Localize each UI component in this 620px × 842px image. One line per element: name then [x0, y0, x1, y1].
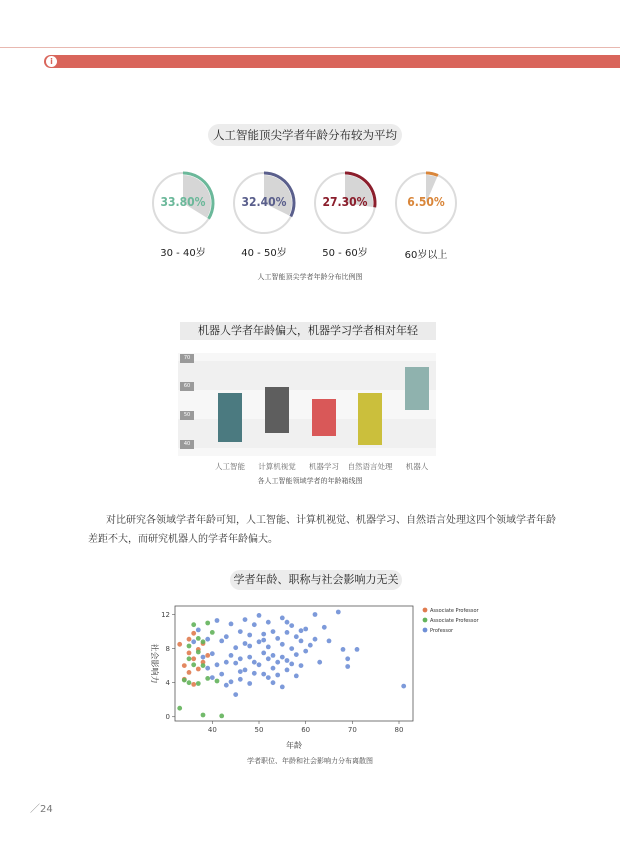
x-category-label: 人工智能	[215, 462, 245, 471]
scatter-point	[205, 653, 210, 658]
scatter-point	[275, 673, 280, 678]
scatter-point	[271, 666, 276, 671]
x-category-label: 计算机视觉	[258, 462, 296, 471]
scatter-point	[201, 663, 206, 668]
header-rule	[0, 47, 620, 48]
scatter-point	[247, 681, 252, 686]
scatter-point	[261, 672, 266, 677]
x-category-label: 自然语言处理	[347, 462, 393, 471]
scatter-point	[280, 655, 285, 660]
scatter-point	[257, 613, 262, 618]
scatter-point	[247, 644, 252, 649]
range-bar	[218, 393, 242, 442]
scatter-point	[187, 644, 192, 649]
page-number-value: 24	[40, 804, 53, 815]
scatter-point	[191, 662, 196, 667]
scatter-point	[233, 692, 238, 697]
scatter-point	[205, 621, 210, 626]
scatter-point	[355, 647, 360, 652]
scatter-point	[280, 685, 285, 690]
y-tick-label: 50	[180, 411, 194, 420]
section2-caption: 各人工智能领域学者的年龄箱线图	[257, 477, 363, 485]
scatter-point	[289, 646, 294, 651]
legend-label: Professor	[430, 628, 454, 634]
scatter-point	[401, 684, 406, 689]
scatter-point	[327, 639, 332, 644]
y-tick-label: 12	[161, 611, 170, 620]
y-axis-label: 社会影响力	[150, 643, 159, 684]
donut-percentage: 33.80%	[160, 195, 206, 209]
scatter-point	[243, 641, 248, 646]
scatter-point	[294, 652, 299, 657]
scatter-point	[247, 633, 252, 638]
y-tick-label: 4	[165, 679, 170, 688]
range-bar	[265, 387, 289, 433]
scatter-point	[345, 664, 350, 669]
age-range-chart	[178, 353, 436, 456]
scatter-point	[341, 647, 346, 652]
scatter-point	[308, 643, 313, 648]
range-bar	[312, 399, 336, 436]
donut-age-label: 30 - 40岁	[160, 248, 206, 259]
scatter-point	[201, 713, 206, 718]
y-tick-label: 0	[165, 713, 170, 722]
body-paragraph: 对比研究各领域学者年龄可知，人工智能、计算机视觉、机器学习、自然语言处理这四个领域学者年龄差距不大，而研究机器人的学者年龄偏大。	[88, 515, 556, 545]
scatter-point	[201, 655, 206, 660]
scatter-point	[252, 622, 257, 627]
scatter-point	[187, 680, 192, 685]
scatter-point	[294, 674, 299, 679]
scatter-point	[182, 678, 187, 683]
scatter-point	[205, 637, 210, 642]
scatter-point	[210, 675, 215, 680]
scatter-point	[219, 672, 224, 677]
scatter-point	[299, 639, 304, 644]
scatter-point	[280, 616, 285, 621]
scatter-point	[187, 651, 192, 656]
scatter-point	[275, 636, 280, 641]
scatter-point	[224, 634, 229, 639]
scatter-point	[317, 660, 322, 665]
x-category-label: 机器学习	[309, 462, 339, 471]
plot-band	[178, 419, 436, 448]
scatter-point	[261, 632, 266, 637]
range-bar	[405, 367, 429, 410]
legend-marker	[423, 618, 428, 623]
scatter-point	[191, 631, 196, 636]
scatter-point	[205, 676, 210, 681]
scatter-point	[303, 649, 308, 654]
plot-band	[178, 361, 436, 390]
scatter-point	[303, 627, 308, 632]
scatter-point	[266, 675, 271, 680]
scatter-point	[285, 630, 290, 635]
scatter-point	[271, 629, 276, 634]
x-tick-label: 80	[394, 726, 404, 734]
x-tick-label: 70	[347, 726, 357, 734]
x-tick-label: 50	[254, 726, 264, 734]
donut-percentage: 27.30%	[322, 195, 368, 209]
legend-marker	[423, 628, 428, 633]
section1-title: 人工智能顶尖学者年龄分布较为平均	[208, 124, 402, 146]
scatter-point	[275, 660, 280, 665]
section3-caption: 学者职位、年龄和社会影响力分布离散图	[247, 757, 373, 765]
scatter-point	[294, 634, 299, 639]
scatter-point	[299, 663, 304, 668]
scatter-point	[196, 667, 201, 672]
scatter-point	[252, 671, 257, 676]
scatter-point	[196, 628, 201, 633]
scatter-point	[266, 620, 271, 625]
chapter-banner	[44, 55, 620, 68]
section2-title: 机器人学者年龄偏大，机器学习学者相对年轻	[180, 322, 436, 340]
scatter-point	[238, 656, 243, 661]
scatter-point	[191, 639, 196, 644]
scatter-point	[233, 661, 238, 666]
info-icon: i	[46, 56, 57, 67]
scatter-point	[191, 622, 196, 627]
y-tick-label: 40	[180, 440, 194, 449]
scatter-point	[201, 639, 206, 644]
range-bar	[358, 393, 382, 445]
scatter-point	[191, 682, 196, 687]
donut-percentage: 6.50%	[407, 195, 445, 209]
scatter-point	[285, 658, 290, 663]
scatter-point	[224, 660, 229, 665]
scatter-point	[229, 653, 234, 658]
scatter-point	[215, 662, 220, 667]
y-tick-label: 8	[165, 645, 170, 654]
scatter-point	[313, 612, 318, 617]
scatter-point	[243, 668, 248, 673]
scatter-point	[252, 660, 257, 665]
scatter-point	[229, 622, 234, 627]
scatter-point	[238, 669, 243, 674]
scatter-point	[271, 653, 276, 658]
scatter-point	[313, 637, 318, 642]
page-number	[30, 800, 53, 815]
y-tick-label: 60	[180, 382, 194, 391]
scatter-point	[224, 683, 229, 688]
scatter-point	[229, 679, 234, 684]
scatter-point	[271, 680, 276, 685]
age-influence-scatter	[130, 598, 479, 773]
scatter-point	[257, 639, 262, 644]
scatter-point	[219, 639, 224, 644]
scatter-point	[285, 668, 290, 673]
scatter-point	[261, 638, 266, 643]
scatter-point	[177, 706, 182, 711]
scatter-point	[257, 662, 262, 667]
scatter-point	[196, 636, 201, 641]
scatter-point	[215, 679, 220, 684]
legend-label: Associate Professor	[430, 618, 479, 624]
x-tick-label: 40	[207, 726, 217, 734]
legend-marker	[423, 608, 428, 613]
section1-caption: 人工智能顶尖学者年龄分布比例图	[257, 273, 363, 281]
scatter-point	[238, 629, 243, 634]
slash-glyph: ／	[30, 804, 40, 815]
donut-percentage: 32.40%	[241, 195, 287, 209]
section3-title: 学者年龄、职称与社会影响力无关	[230, 570, 402, 590]
donut-age-label: 50 - 60岁	[322, 248, 368, 259]
scatter-point	[187, 670, 192, 675]
donut-age-label: 60岁以上	[404, 250, 448, 261]
scatter-point	[280, 642, 285, 647]
scatter-point	[322, 625, 327, 630]
scatter-point	[233, 645, 238, 650]
scatter-point	[261, 651, 266, 656]
scatter-point	[177, 642, 182, 647]
scatter-point	[210, 651, 215, 656]
scatter-point	[210, 630, 215, 635]
scatter-point	[191, 656, 196, 661]
scatter-point	[215, 618, 220, 623]
scatter-point	[219, 714, 224, 719]
scatter-point	[205, 666, 210, 671]
scatter-point	[187, 637, 192, 642]
scatter-point	[243, 617, 248, 622]
scatter-point	[247, 655, 252, 660]
scatter-point	[196, 681, 201, 686]
x-tick-label: 60	[301, 726, 311, 734]
scatter-point	[266, 645, 271, 650]
scatter-point	[187, 656, 192, 661]
scatter-point	[336, 610, 341, 615]
scatter-point	[345, 656, 350, 661]
scatter-point	[266, 656, 271, 661]
scatter-point	[285, 620, 290, 625]
scatter-point	[289, 623, 294, 628]
scatter-point	[196, 650, 201, 655]
scatter-point	[238, 677, 243, 682]
y-tick-label: 70	[180, 354, 194, 363]
x-category-label: 机器人	[405, 462, 429, 471]
scatter-point	[299, 628, 304, 633]
scatter-point	[289, 662, 294, 667]
scatter-point	[182, 663, 187, 668]
x-axis-label: 年龄	[286, 741, 302, 750]
donut-age-label: 40 - 50岁	[241, 248, 287, 259]
legend-label: Associate Professor	[430, 608, 479, 614]
